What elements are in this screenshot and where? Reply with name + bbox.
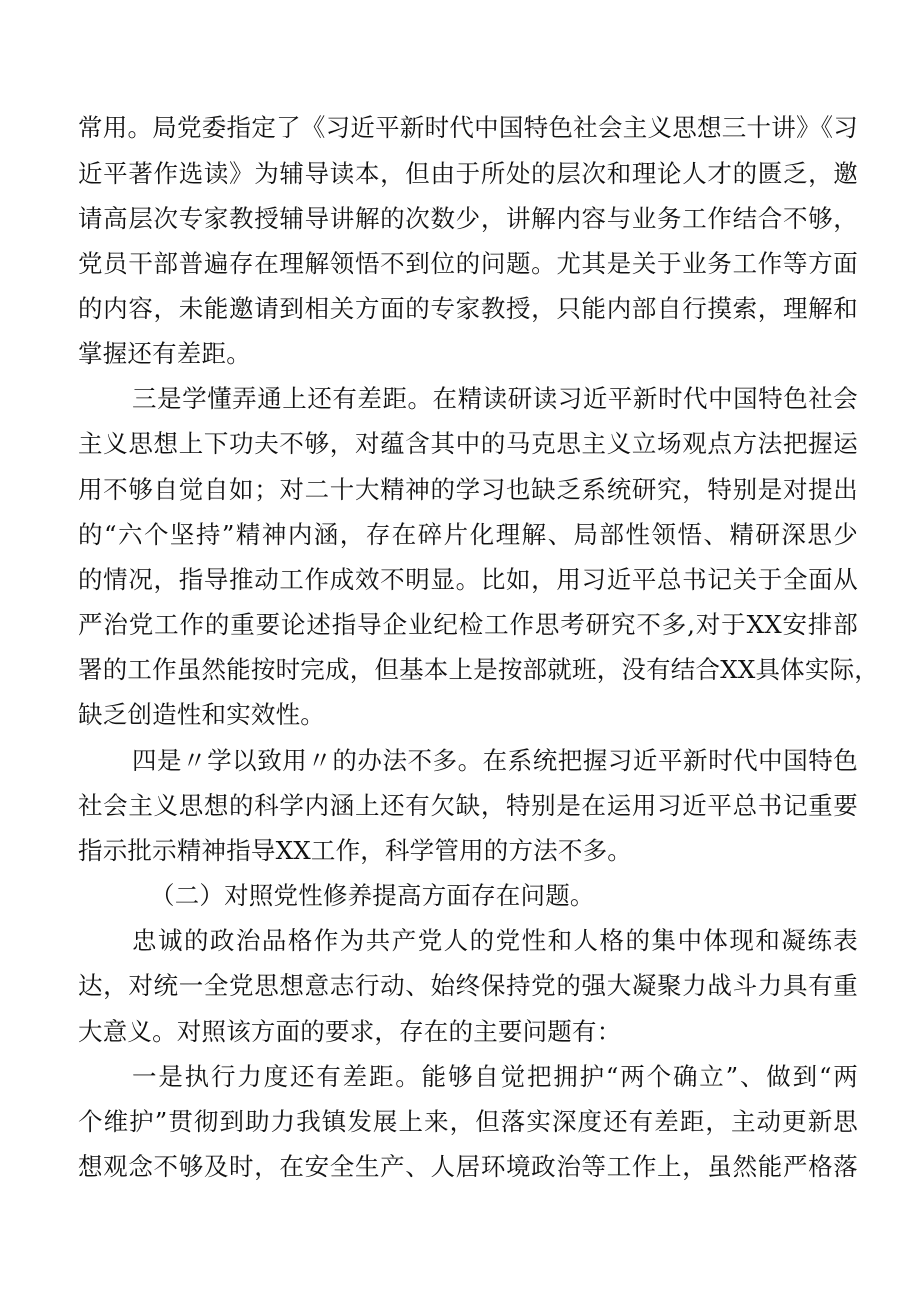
paragraph-line: 想观念不够及时，在安全生产、人居环境政治等工作上，虽然能严格落: [78, 1152, 858, 1181]
paragraph-line: 指示批示精神指导XX工作，科学管用的方法不多。: [78, 836, 632, 865]
paragraph-line: 署的工作虽然能按时完成，但基本上是按部就班，没有结合XX具体实际，: [78, 655, 879, 684]
paragraph-line: 的“六个坚持”精神内涵，存在碎片化理解、局部性领悟、精研深思少: [78, 520, 858, 549]
paragraph-line: 用不够自觉自如；对二十大精神的学习也缺乏系统研究，特别是对提出: [78, 475, 858, 504]
paragraph-line: 主义思想上下功夫不够，对蕴含其中的马克思主义立场观点方法把握运: [78, 429, 858, 458]
section-heading: （二）对照党性修养提高方面存在问题。: [150, 881, 595, 910]
paragraph-line: 常用。局党委指定了《习近平新时代中国特色社会主义思想三十讲》《习: [78, 113, 858, 142]
paragraph-first-line: 四是〃学以致用〃的办法不多。在系统把握习近平新时代中国特色: [132, 746, 858, 775]
paragraph-first-line: 忠诚的政治品格作为共产党人的党性和人格的集中体现和凝练表: [132, 926, 858, 955]
paragraph-line: 缺乏创造性和实效性。: [78, 700, 325, 729]
paragraph-line: 请高层次专家教授辅导讲解的次数少，讲解内容与业务工作结合不够，: [78, 204, 858, 233]
paragraph-first-line: 三是学懂弄通上还有差距。在精读研读习近平新时代中国特色社会: [132, 384, 858, 413]
paragraph-line: 社会主义思想的科学内涵上还有欠缺，特别是在运用习近平总书记重要: [78, 791, 858, 820]
paragraph-line: 大意义。对照该方面的要求，存在的主要问题有：: [78, 1017, 622, 1046]
paragraph-line: 个维护”贯彻到助力我镇发展上来，但落实深度还有差距，主动更新思: [78, 1107, 858, 1136]
paragraph-line: 掌握还有差距。: [78, 339, 251, 368]
paragraph-line: 的内容，未能邀请到相关方面的专家教授，只能内部自行摸索，理解和: [78, 294, 858, 323]
paragraph-line: 严治党工作的重要论述指导企业纪检工作思考研究不多,对于XX安排部: [78, 610, 858, 639]
paragraph-line: 达，对统一全党思想意志行动、始终保持党的强大凝聚力战斗力具有重: [78, 971, 858, 1000]
paragraph-line: 近平著作选读》为辅导读本，但由于所处的层次和理论人才的匮乏，邀: [78, 159, 858, 188]
paragraph-line: 的情况，指导推动工作成效不明显。比如，用习近平总书记关于全面从: [78, 565, 858, 594]
paragraph-first-line: 一是执行力度还有差距。能够自觉把拥护“两个确立”、做到“两: [132, 1062, 858, 1091]
paragraph-line: 党员干部普遍存在理解领悟不到位的问题。尤其是关于业务工作等方面: [78, 249, 858, 278]
